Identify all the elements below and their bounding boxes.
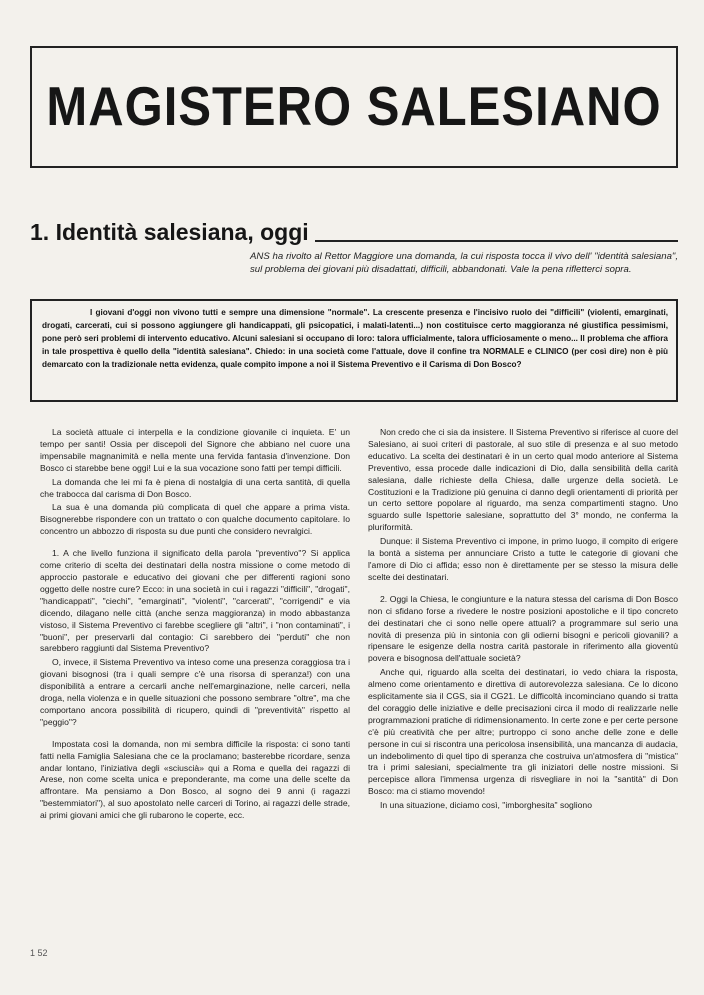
- masthead-box: [30, 46, 678, 168]
- body-paragraph: O, invece, il Sistema Preventivo va inteso come una presenza coraggiosa tra i giovani bisognosi (tra i quali sempre c'è una risorsa di speranza!) con una disponibilità a entrare a cercarli anche nell'emarginazione, nelle carceri, nella droga, nella violenza e in quelle situazioni che possono sembrare "oltre", ma che comportano ancora possibilità di ricupero, quindi di "preventività" rispetto al "peggio"?: [40, 657, 350, 727]
- body-paragraph: 1. A che livello funziona il significato della parola "preventivo"? Si applica come criterio di scelta dei destinatari della nostra missione o come metodo di approccio pastorale e educativo dei giovani che per differenti ragioni sono oggetto delle nostre cure? Ecco: in una società in cui i ragazzi "difficili", "drogati", "handicappati", "ciechi", "emarginati", "violenti", "carcerati", "corrigendi" e via dicendo, dilagano nelle città (anche senza maggioranza) in modo abbastanza vistoso, il Sistema Preventivo ci farebbe scegliere gli "altri", i "non contaminati", i "buoni", per preservarli dal contagio: Ci sarebbero dei "perduti" che non sarebbero raggiunti dal Sistema Preventivo?: [40, 548, 350, 654]
- body-paragraph: In una situazione, diciamo così, "imborghesita" sogliono: [380, 800, 592, 811]
- right-column: [368, 427, 678, 814]
- section-header: [30, 216, 678, 246]
- body-paragraph: Impostata così la domanda, non mi sembra difficile la risposta: ci sono tanti fatti nella Famiglia Salesiana che ce la proclamano; basterebbe ricordare, senza andar lontano, l'iniziativa degli «sciuscià» qui a Roma e quella dei ragazzi di Arese, non come scelta unica e preponderante, ma come una delle scelte da affrontare. Ma pensiamo a Don Bosco, al sogno dei 9 anni (i ragazzi "bestemmiatori"), al suo apostolato nelle carceri di Torino, ai ragazzi delle strade, ai primi giovani amici che gli rubarono le coperte, ecc.: [40, 738, 350, 821]
- question-text: I giovani d'oggi non vivono tutti e sempre una dimensione "normale". La crescente presenza e l'incisivo ruolo dei "difficili" (violenti, emarginati, drogati, carcerati, cui si possono aggiungere gli handicappati, gli psicopatici, i malati-latenti...) non costituisce certo maggioranza né giustifica pessimismi, pone però seri problemi di intervento educativo. Alcuni salesiani si occupano di loro: talora ufficialmente, talora ufficiosamente o meno... Il problema che affiora in tale prospettiva è quello della "identità salesiana". Chiedo: in una società come l'attuale, dove il confine tra NORMALE e CLINICO (per così dire) non è più demarcato con la tradizionale netta evidenza, quale compito impone a noi il Sistema Preventivo e il Carisma di Don Bosco?: [42, 308, 668, 369]
- body-paragraph: 2. Oggi la Chiesa, le congiunture e la natura stessa del carisma di Don Bosco non ci sfidano forse a rivedere le nostre posizioni apostoliche e il tipo concreto dei destinatari che ci sono nelle opere attuali? a programmare sul serio una novità di presenza più in sintonia con gli odierni bisogni e pericoli giovanili? a ripensare le esigenze della nostra carità pastorale in riferimento alla gioventù povera e bisognosa dell'attuale società?: [368, 593, 678, 664]
- page-number: 1 52: [30, 948, 48, 958]
- heading-rule: [315, 240, 678, 242]
- section-heading: 1. Identità salesiana, oggi: [30, 219, 309, 245]
- intro-paragraph: ANS ha rivolto al Rettor Maggiore una domanda, la cui risposta tocca il vivo dell' "identità salesiana", sul problema dei giovani più disadattati, difficili, abbandonati. Vale la pena rifletterci sopra.: [250, 251, 678, 275]
- body-paragraph: La domanda che lei mi fa è piena di nostalgia di una certa santità, di quella che trabocca dal carisma di Don Bosco.: [40, 476, 350, 499]
- body-paragraph: La società attuale ci interpella e la condizione giovanile ci inquieta. E' un tempo per santi! Ossia per discepoli del Signore che abbiano nel cuore una impensabile magnanimità e nella mente una fervida fantasia d'invenzione. Don Bosco ci starebbe bene oggi! Lui e la sua vocazione sono fatti per tempi difficili.: [40, 427, 350, 473]
- masthead-title: MAGISTERO SALESIANO: [46, 76, 662, 138]
- body-paragraph: Non credo che ci sia da insistere. Il Sistema Preventivo si riferisce al cuore del Salesiano, ai suoi criteri di pastorale, al suo stile di presenza e al suo metodo educativo. La scelta dei destinatari è in un certo qual modo anteriore al Sistema Preventivo, essa procede dalle indicazioni di Dio, dalla sensibilità della carità salesiana, dalle richieste della Chiesa, dalle urgenze della società. Le Costituzioni e la Tradizione più genuina ci danno degli orientamenti di priorità per un certo settore popolare al riguardo, ma senza compartimenti stagno. Uno sguardo sulle Ispettorie salesiane, soprattutto del 3° mondo, ne conferma la pluriformità.: [368, 427, 678, 533]
- question-box: [30, 299, 678, 402]
- body-paragraph: La sua è una domanda più complicata di quel che appare a prima vista. Bisognerebbe rispondere con un trattato o con qualche documento capitolare. Io concentro un abbozzo di risposta su due punti che considero nevralgici.: [40, 502, 350, 537]
- body-paragraph: Anche qui, riguardo alla scelta dei destinatari, io vedo chiara la risposta, almeno come orientamento e direttiva di autorevolezza salesiana. Ce lo dicono esplicitamente sia il CGS, sia il CG21. Le difficoltà incominciano quando si tratta del coraggio delle iniziative e delle precisazioni circa il modo di realizzarle nelle programmazioni pratiche di ridimensionamento. In certe zone e per certe persone c'è più creatività che per altre; purtroppo ci sono anche delle zone e delle persone in cui si riscontra una pericolosa insensibilità, una mancanza di audacia, un indebolimento di quel tipo di speranza che costruiva un'atmosfera di "mistica" tra i primi salesiani, specialmente tra gli iniziatori delle nostre missioni. Si percepisce allora l'immensa urgenza di risvegliare in noi la "santità" di Don Bosco: ma ci stiamo movendo!: [368, 667, 679, 797]
- left-column: [40, 427, 350, 824]
- body-paragraph: Dunque: il Sistema Preventivo ci impone, in primo luogo, il compito di erigere la bontà a sistema per annunciare Cristo a tutte le categorie di giovani che l'amore di Dio ci affida; esso non è direttamente per se stesso la misura delle scelte dei destinatari.: [368, 536, 678, 582]
